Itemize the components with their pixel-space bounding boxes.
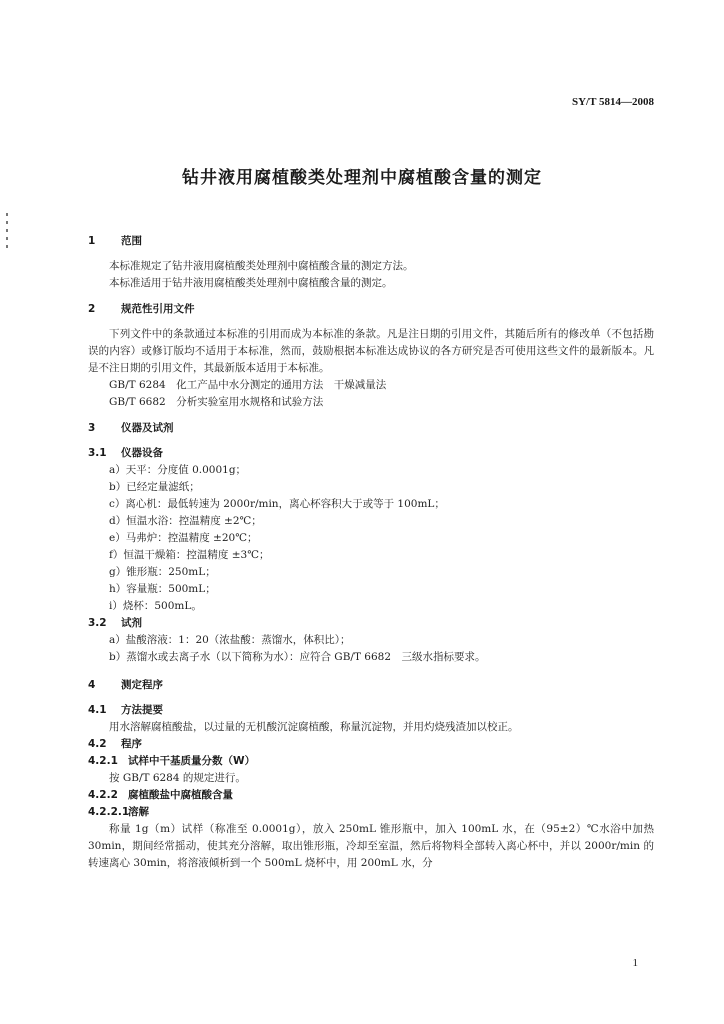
standard-code: SY/T 5814—2008 — [571, 96, 654, 108]
section-4-1-line: 用水溶解腐植酸盐，以过量的无机酸沉淀腐植酸，称量沉淀物，并用灼烧残渣加以校正。 — [109, 721, 519, 733]
section-4-2-2-1-paragraph: 称量 1g（m）试样（称准至 0.0001g），放入 250mL 锥形瓶中，加入 100mL 水，在（95±2）℃水浴中加热 30min，期间经常摇动，使其充分溶解，取出锥形瓶，冷却至室温，然后将物料全部转入离心杯中，并以 2000r/min 的转速离心 30min，将溶液倾析到一个 500mL 烧杯中，用 200mL 水，分 — [88, 823, 654, 869]
section-1-heading: 1 范围 — [88, 235, 142, 247]
section-4-1-heading: 4.1 方法提要 — [88, 704, 163, 716]
list-item: e）马弗炉：控温精度 ±20℃； — [109, 532, 258, 544]
list-item: i）烧杯：500mL。 — [109, 600, 202, 612]
margin-binding-marks — [6, 213, 10, 258]
list-item: b）蒸馏水或去离子水（以下简称为水）：应符合 GB/T 6682 三级水指标要求。 — [109, 651, 486, 663]
reference-item: GB/T 6682 分析实验室用水规格和试验方法 — [109, 396, 324, 408]
list-item: g）锥形瓶：250mL； — [109, 566, 216, 578]
section-1-line: 本标准规定了钻井液用腐植酸类处理剂中腐植酸含量的测定方法。 — [109, 260, 414, 272]
section-3-2-heading: 3.2 试剂 — [88, 617, 142, 629]
section-4-2-1-line: 按 GB/T 6284 的规定进行。 — [109, 772, 246, 784]
page-number: 1 — [632, 957, 638, 969]
list-item: b）已经定量滤纸； — [109, 481, 200, 493]
section-3-heading: 3 仪器及试剂 — [88, 422, 174, 434]
document-body — [88, 233, 654, 872]
document-title: 钻井液用腐植酸类处理剂中腐植酸含量的测定 — [182, 168, 542, 188]
list-item: a）天平：分度值 0.0001g； — [109, 464, 247, 476]
list-item: a）盐酸溶液：1：20（浓盐酸：蒸馏水，体积比）； — [109, 634, 351, 646]
section-4-2-2-heading: 4.2.2 腐植酸盐中腐植酸含量 — [88, 789, 233, 801]
section-2-heading: 2 规范性引用文件 — [88, 303, 195, 315]
reference-item: GB/T 6284 化工产品中水分测定的通用方法 干燥减量法 — [109, 379, 387, 391]
section-4-2-1-heading: 4.2.1 试样中干基质量分数（W） — [88, 755, 256, 767]
list-item: h）容量瓶：500mL； — [109, 583, 216, 595]
section-3-1-heading: 3.1 仪器设备 — [88, 447, 163, 459]
section-1-line: 本标准适用于钻井液用腐植酸类处理剂中腐植酸含量的测定。 — [109, 277, 393, 289]
list-item: f）恒温干燥箱：控温精度 ±3℃； — [109, 549, 270, 561]
list-item: c）离心机：最低转速为 2000r/min，离心杯容积大于或等于 100mL； — [109, 498, 445, 510]
section-4-2-heading: 4.2 程序 — [88, 738, 142, 750]
section-2-paragraph: 下列文件中的条款通过本标准的引用而成为本标准的条款。凡是注日期的引用文件，其随后所有的修改单（不包括勘误的内容）或修订版均不适用于本标准，然而，鼓励根据本标准达成协议的各方研究是否可使用这些文件的最新版本。凡是不注日期的引用文件，其最新版本适用于本标准。 — [88, 328, 654, 374]
section-4-2-2-1-heading: 4.2.2.1溶解 — [88, 806, 149, 818]
section-4-heading: 4 测定程序 — [88, 679, 163, 691]
list-item: d）恒温水浴：控温精度 ±2℃； — [109, 515, 262, 527]
